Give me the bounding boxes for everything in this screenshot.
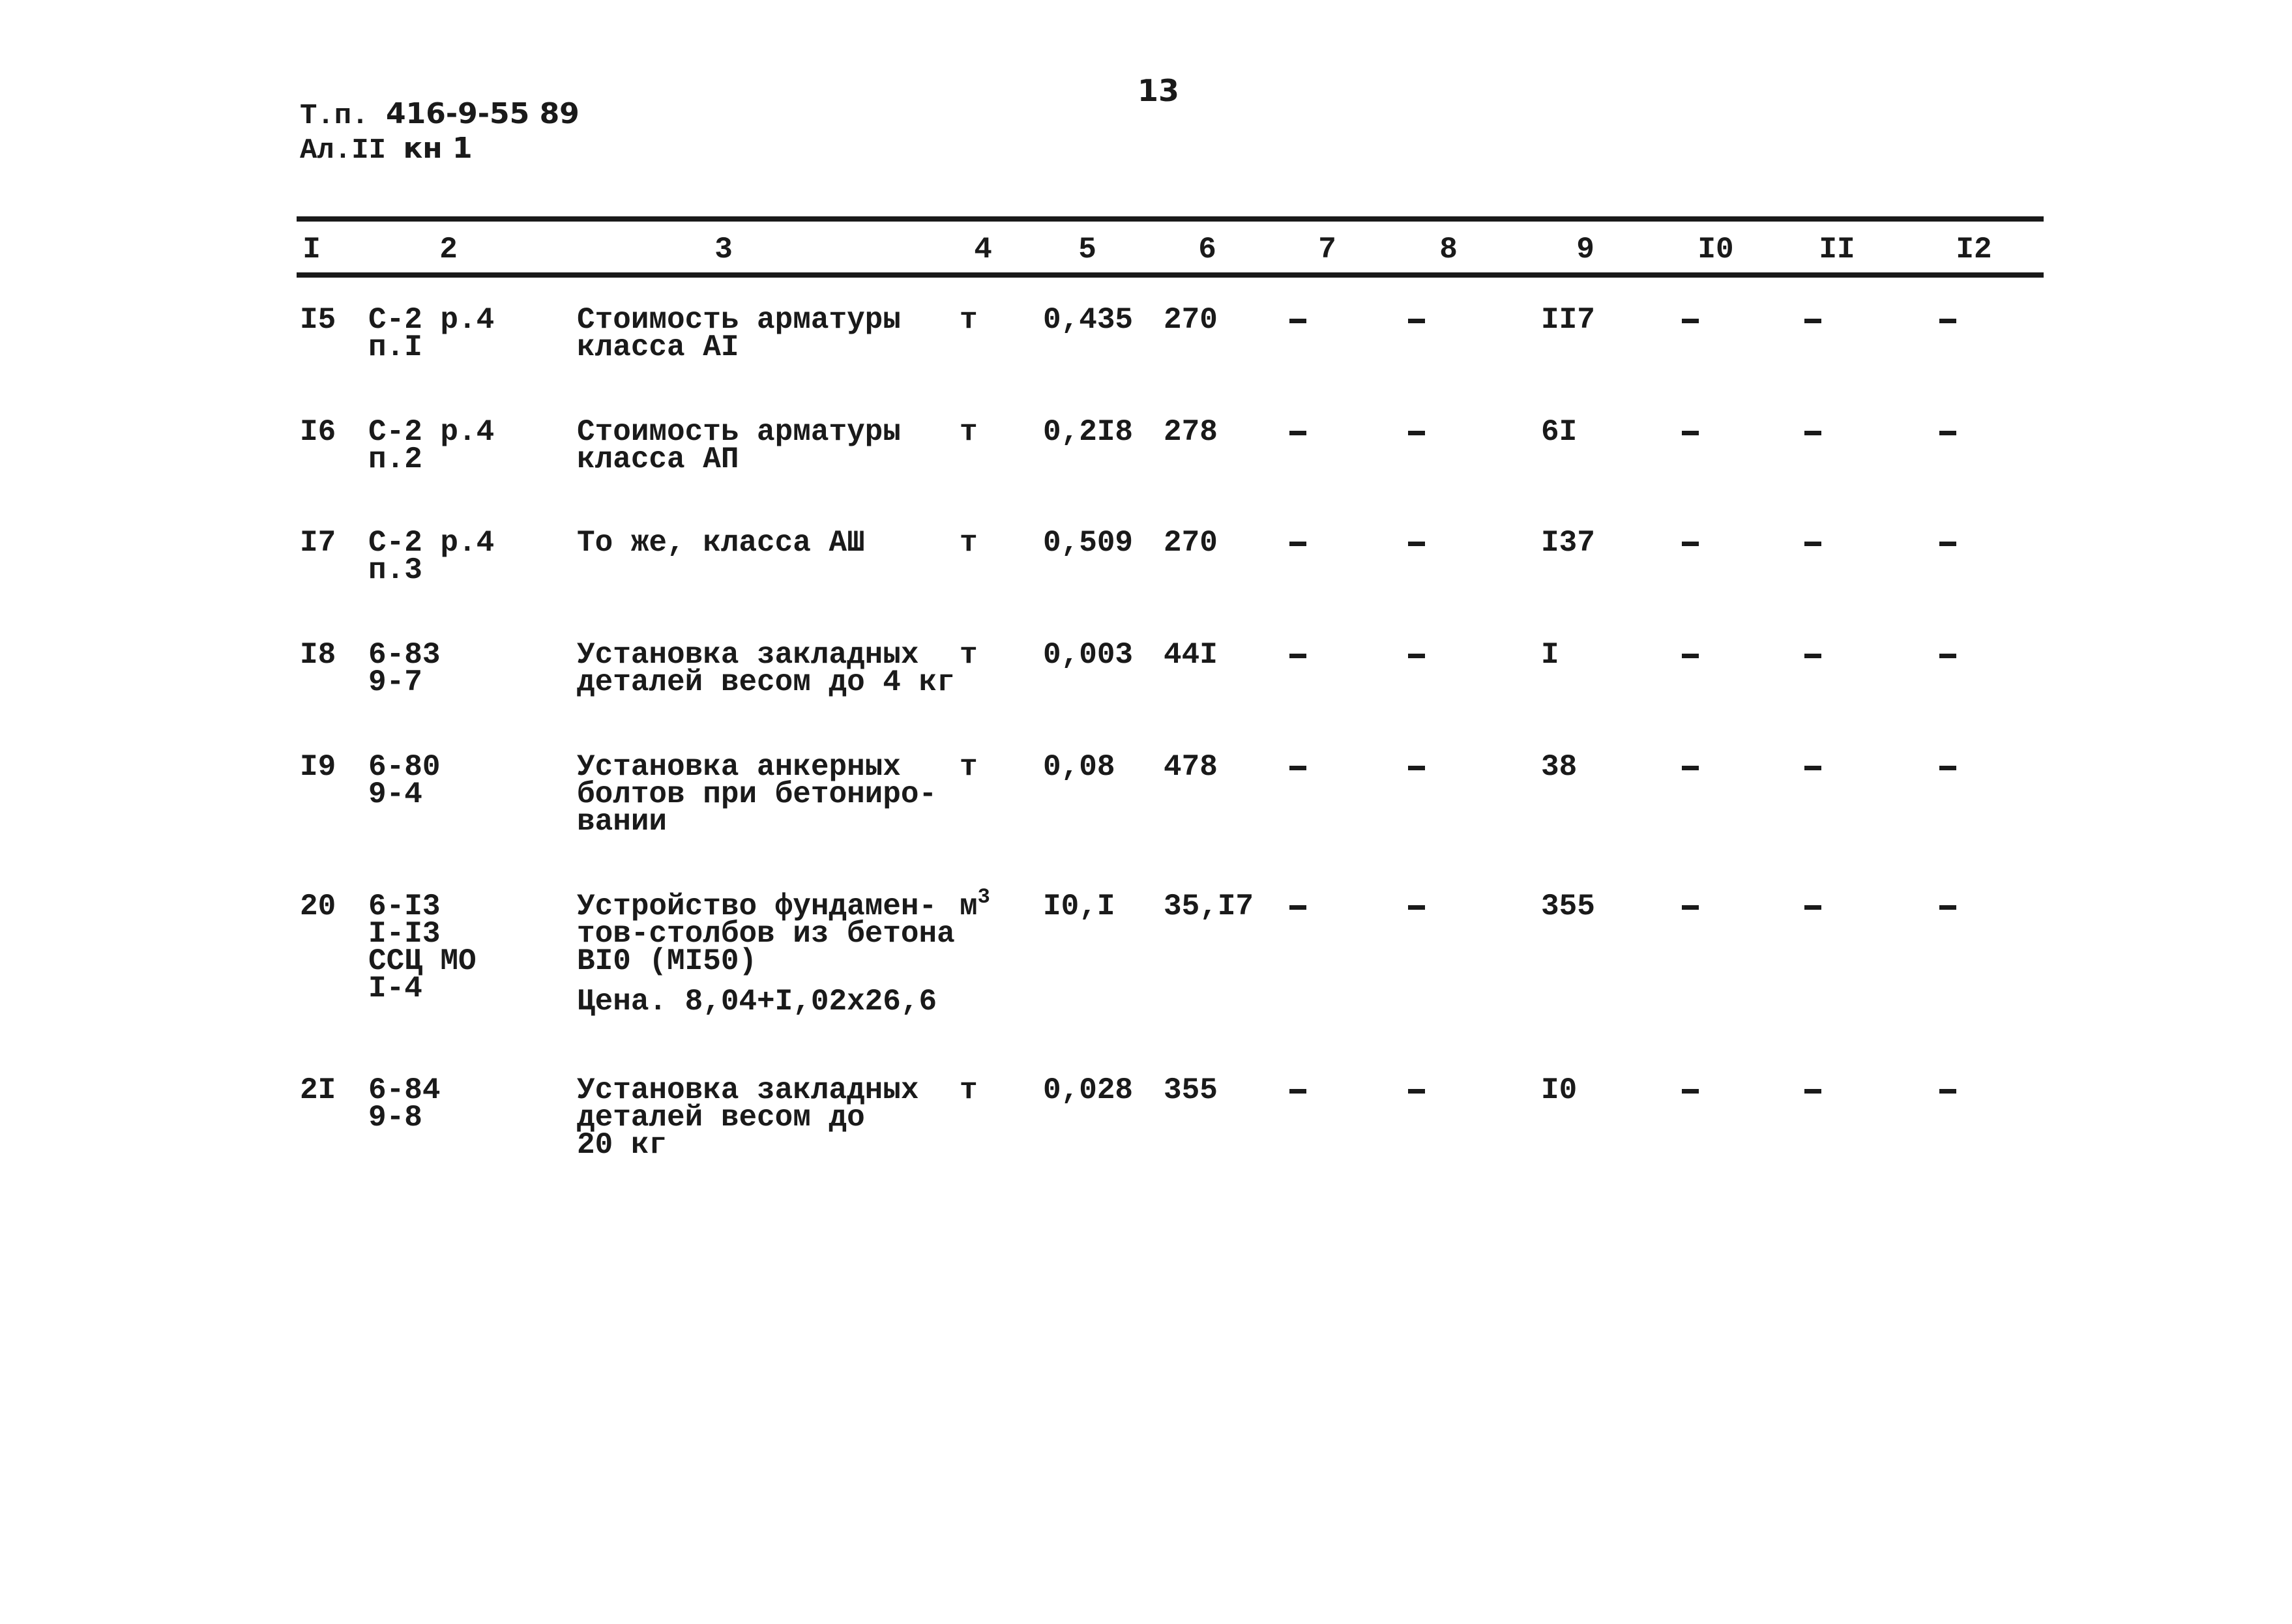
rate-code-line: ССЦ МО — [368, 944, 477, 978]
work-description-line: Стоимость арматуры — [577, 415, 901, 449]
quantity: I0,I — [1043, 890, 1115, 923]
col8-dash — [1408, 905, 1425, 910]
total-cost: I — [1541, 638, 1559, 672]
reference-handwritten-2: кн 1 — [403, 132, 473, 165]
work-description-line: болтов при бетониро- — [577, 777, 937, 811]
work-description-line: Устройство фундамен- — [577, 890, 937, 923]
rate-code-line: I-4 — [368, 972, 422, 1006]
work-description-line: Установка закладных — [577, 1073, 919, 1107]
row-number: 2I — [300, 1073, 336, 1107]
rate-code-line: С-2 р.4 — [368, 526, 495, 560]
unit-text: т — [960, 415, 978, 449]
col10-dash — [1682, 319, 1699, 323]
total-cost: I37 — [1541, 526, 1595, 560]
col10-dash — [1682, 654, 1699, 658]
quantity: 0,028 — [1043, 1073, 1134, 1107]
unit-text: т — [960, 750, 978, 784]
col7-dash — [1289, 431, 1306, 435]
total-cost: 38 — [1541, 750, 1578, 784]
col12-dash — [1939, 654, 1956, 658]
work-description-line: класса АI — [577, 330, 739, 364]
unit-price: 270 — [1164, 526, 1218, 560]
unit-of-measure — [960, 526, 978, 560]
col12-dash — [1939, 319, 1956, 323]
reference-prefix-2: Ал.II — [300, 134, 387, 167]
col11-dash — [1804, 1089, 1821, 1094]
work-description-line: То же, класса АШ — [577, 526, 865, 560]
quantity: 0,2I8 — [1043, 415, 1134, 449]
column-header-7: 7 — [1318, 233, 1336, 267]
total-cost: II7 — [1541, 303, 1595, 337]
col12-dash — [1939, 905, 1956, 910]
unit-price: 270 — [1164, 303, 1218, 337]
rate-code-line: 6-I3 — [368, 890, 441, 923]
unit-text: т — [960, 303, 978, 337]
col8-dash — [1408, 1089, 1425, 1094]
column-header-1: I — [302, 233, 321, 267]
column-header-10: I0 — [1697, 233, 1734, 267]
rate-code-line: 9-7 — [368, 665, 422, 699]
row-number: 20 — [300, 890, 336, 923]
price-formula: Цена. 8,04+I,02х26,6 — [577, 985, 937, 1019]
column-header-4: 4 — [974, 233, 992, 267]
rate-code-line: 6-84 — [368, 1073, 441, 1107]
work-description-line: тов-столбов из бетона — [577, 917, 955, 951]
col11-dash — [1804, 431, 1821, 435]
col11-dash — [1804, 542, 1821, 546]
unit-price: 278 — [1164, 415, 1218, 449]
work-description-line: класса АП — [577, 442, 739, 476]
work-description-line: вании — [577, 805, 668, 839]
rate-code-line: 9-8 — [368, 1101, 422, 1135]
unit-of-measure — [960, 1073, 978, 1107]
unit-text: м — [960, 890, 978, 923]
column-header-5: 5 — [1078, 233, 1096, 267]
col12-dash — [1939, 542, 1956, 546]
column-header-9: 9 — [1576, 233, 1594, 267]
col8-dash — [1408, 542, 1425, 546]
col7-dash — [1289, 1089, 1306, 1094]
column-header-2: 2 — [439, 233, 458, 267]
rate-code-line: п.3 — [368, 553, 422, 587]
row-number: I6 — [300, 415, 336, 449]
total-cost: 355 — [1541, 890, 1595, 923]
unit-text: т — [960, 638, 978, 672]
col7-dash — [1289, 319, 1306, 323]
total-cost: 6I — [1541, 415, 1578, 449]
unit-of-measure — [960, 303, 978, 337]
col10-dash — [1682, 1089, 1699, 1094]
rate-code-line: п.I — [368, 330, 422, 364]
col8-dash — [1408, 654, 1425, 658]
quantity: 0,435 — [1043, 303, 1134, 337]
col11-dash — [1804, 319, 1821, 323]
total-cost: I0 — [1541, 1073, 1578, 1107]
unit-price: 355 — [1164, 1073, 1218, 1107]
column-header-11: II — [1819, 233, 1855, 267]
col11-dash — [1804, 766, 1821, 770]
col8-dash — [1408, 319, 1425, 323]
col10-dash — [1682, 905, 1699, 910]
quantity: 0,509 — [1043, 526, 1134, 560]
row-number: I8 — [300, 638, 336, 672]
unit-text: т — [960, 526, 978, 560]
rate-code-line: I-I3 — [368, 917, 441, 951]
unit-of-measure — [960, 750, 978, 784]
col7-dash — [1289, 542, 1306, 546]
unit-text: т — [960, 1073, 978, 1107]
document-reference — [300, 98, 580, 167]
row-number: I7 — [300, 526, 336, 560]
unit-of-measure — [960, 885, 990, 923]
col11-dash — [1804, 905, 1821, 910]
unit-of-measure — [960, 415, 978, 449]
reference-handwritten-1: 416-9-55 89 — [386, 97, 580, 130]
work-description-line: Установка закладных — [577, 638, 919, 672]
quantity: 0,08 — [1043, 750, 1115, 784]
column-header-6: 6 — [1198, 233, 1216, 267]
unit-of-measure — [960, 638, 978, 672]
unit-price: 35,I7 — [1164, 890, 1254, 923]
reference-line-1 — [300, 98, 580, 132]
quantity: 0,003 — [1043, 638, 1134, 672]
rate-code-line: п.2 — [368, 442, 422, 476]
col7-dash — [1289, 654, 1306, 658]
work-description-line: Стоимость арматуры — [577, 303, 901, 337]
work-description-line: ВI0 (МI50) — [577, 944, 757, 978]
column-header-12: I2 — [1956, 233, 1992, 267]
table-header-rule — [297, 272, 2044, 278]
reference-prefix-1: Т.п. — [300, 100, 369, 132]
col10-dash — [1682, 766, 1699, 770]
work-description-line: деталей весом до — [577, 1101, 865, 1135]
col12-dash — [1939, 431, 1956, 435]
work-description-line: 20 кг — [577, 1128, 668, 1162]
row-number: I5 — [300, 303, 336, 337]
col7-dash — [1289, 905, 1306, 910]
reference-line-2 — [300, 132, 580, 167]
rate-code-line: С-2 р.4 — [368, 303, 495, 337]
col11-dash — [1804, 654, 1821, 658]
col8-dash — [1408, 431, 1425, 435]
row-number: I9 — [300, 750, 336, 784]
column-header-8: 8 — [1439, 233, 1458, 267]
rate-code-line: 9-4 — [368, 777, 422, 811]
col10-dash — [1682, 542, 1699, 546]
rate-code-line: С-2 р.4 — [368, 415, 495, 449]
unit-price: 478 — [1164, 750, 1218, 784]
col8-dash — [1408, 766, 1425, 770]
column-header-3: 3 — [714, 233, 733, 267]
unit-price: 44I — [1164, 638, 1218, 672]
table-top-rule — [297, 216, 2044, 222]
rate-code-line: 6-80 — [368, 750, 441, 784]
col10-dash — [1682, 431, 1699, 435]
unit-superscript: 3 — [977, 885, 990, 909]
col12-dash — [1939, 1089, 1956, 1094]
rate-code-line: 6-83 — [368, 638, 441, 672]
page-number: 13 — [1138, 73, 1180, 108]
work-description-line: деталей весом до 4 кг — [577, 665, 955, 699]
work-description-line: Установка анкерных — [577, 750, 901, 784]
col7-dash — [1289, 766, 1306, 770]
col12-dash — [1939, 766, 1956, 770]
